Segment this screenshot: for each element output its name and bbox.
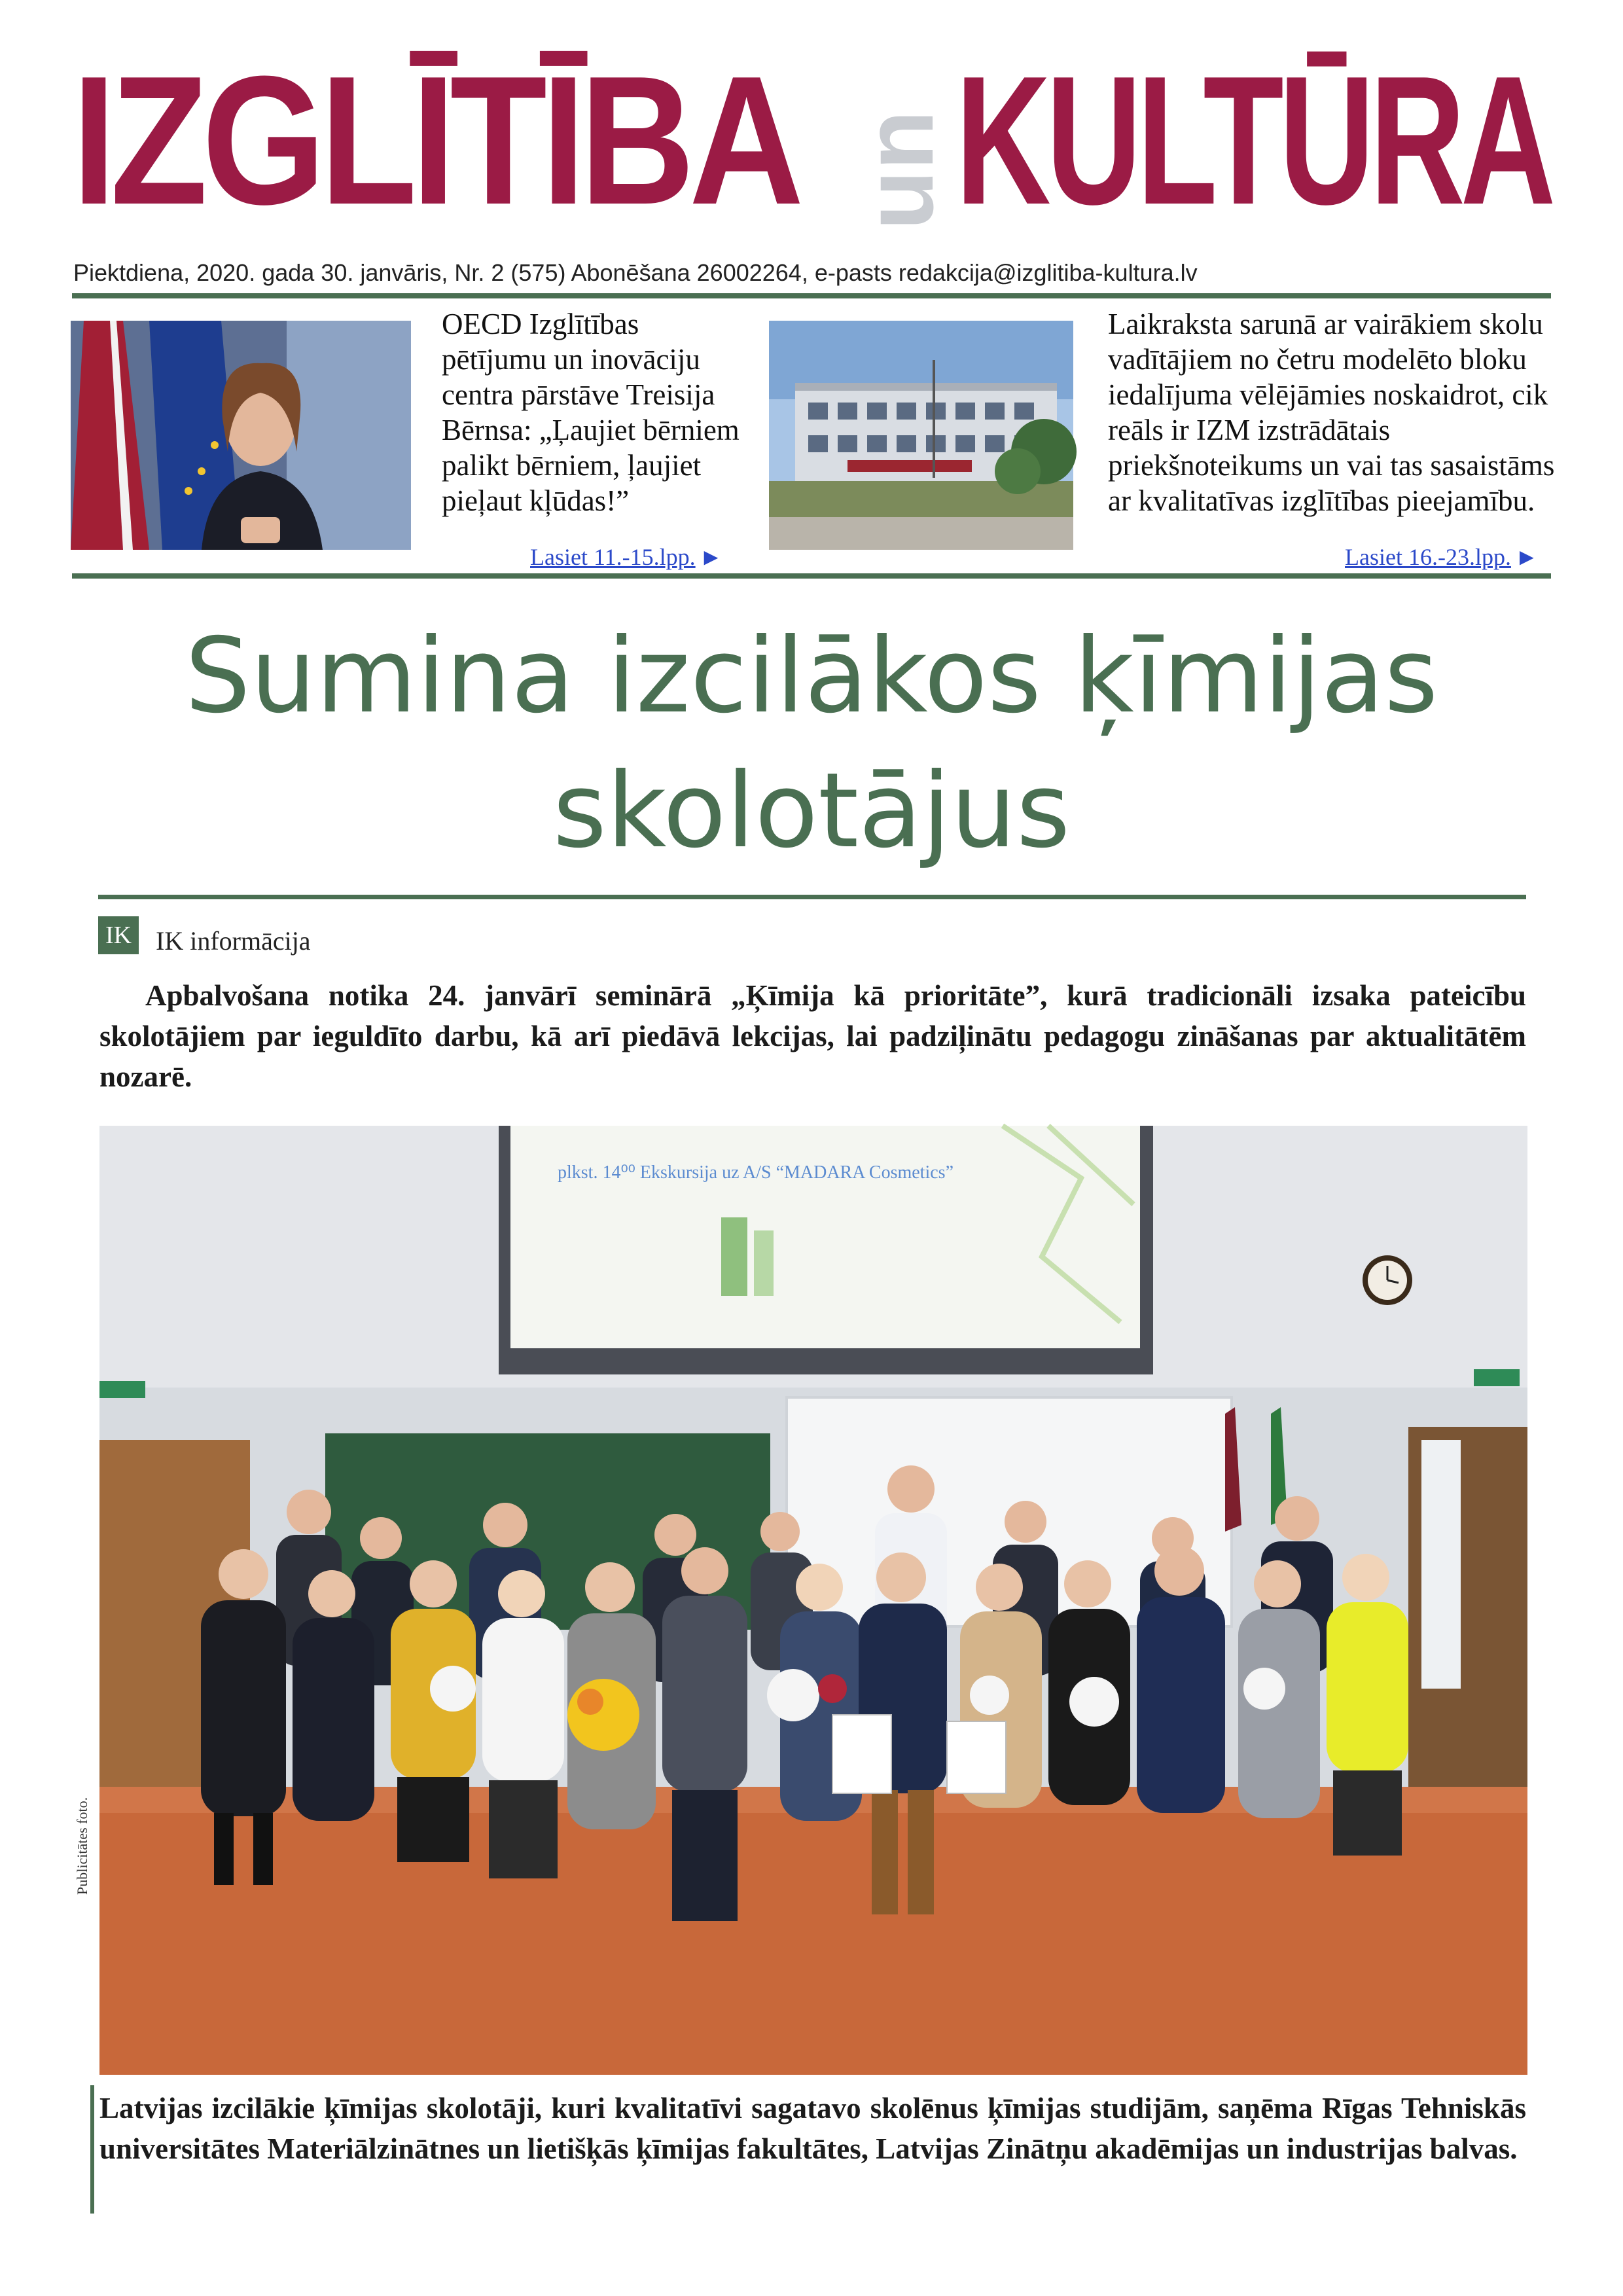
teaser-photo-school[interactable] — [769, 321, 1073, 550]
masthead — [72, 39, 1552, 243]
teaser-text-oecd: OECD Izglītības pētījumu un inovāciju centra pārstāve Treisija Bērnsa: „Ļaujiet bērniem palikt bērniem, ļaujiet pieļaut kļūdas!” — [442, 308, 740, 517]
main-photo[interactable] — [99, 1126, 1527, 2075]
teaser-text-schools: Laikraksta sarunā ar vairākiem skolu vadītājiem no četru modelēto bloku iedalījuma vēlējāmies noskaidrot, cik reāls ir IZM izstrādātais priekšnoteikums un vai tas sasaistāms ar kvalitatīvas izglītības pieejamību. — [1108, 308, 1555, 517]
teaser-link-oecd[interactable] — [530, 543, 722, 571]
play-arrow-icon: ► — [1514, 544, 1539, 570]
masthead-un-text: un — [844, 110, 954, 230]
photo-caption: Latvijas izcilākie ķīmijas skolotāji, kuri kvalitatīvi sagatavo skolēnus ķīmijas studijām, saņēma Rīgas Tehniskās universitātes Materiālzinātnes un lietišķās ķīmijas fakultātes, Latvijas Zinātņu akadēmijas un industrijas balvas. — [99, 2092, 1526, 2165]
rule-teasers-bottom — [72, 573, 1551, 579]
caption-accent-bar — [90, 2085, 94, 2214]
article-lead: Apbalvošana notika 24. janvārī seminārā „Ķīmija kā prioritāte”, kurā tradicionāli izsaka pateicību skolotājiem par ieguldīto darbu, kā arī piedāvā lekcijas, lai padziļinātu pedagogu zināšanas par aktualitātēm nozarē. — [99, 979, 1526, 1093]
projector-text: plkst. 14⁰⁰ Ekskursija uz A/S “MADARA Cosmetics” — [558, 1162, 954, 1183]
teaser-link-schools-label[interactable]: Lasiet 16.-23.lpp. — [1345, 544, 1511, 570]
teaser-link-oecd-label[interactable]: Lasiet 11.-15.lpp. — [530, 544, 696, 570]
group-photo-illustration — [99, 1126, 1527, 2075]
masthead-title-left: IZGLĪTĪBA — [72, 39, 798, 243]
masthead-un-mark — [838, 85, 954, 249]
rule-headline-bottom — [98, 895, 1526, 899]
rule-top — [72, 293, 1551, 298]
school-photo-illustration — [769, 321, 1073, 550]
teaser-link-schools[interactable] — [1345, 543, 1539, 571]
masthead-title-right: KULTŪRA — [955, 39, 1552, 243]
source-badge: IK — [98, 916, 139, 954]
page-headline: Sumina izcilākos ķīmijas skolotājus — [185, 616, 1438, 871]
article-source: IK informācija — [156, 926, 311, 956]
teaser-photo-speaker[interactable] — [71, 321, 411, 550]
photo-credit: Publicitātes foto. — [74, 1797, 90, 1895]
speaker-photo-illustration — [71, 321, 411, 550]
play-arrow-icon: ► — [699, 544, 723, 570]
dateline: Piektdiena, 2020. gada 30. janvāris, Nr. 2 (575) Abonēšana 26002264, e-pasts redakcija@izglitiba-kultura.lv — [73, 259, 1198, 286]
